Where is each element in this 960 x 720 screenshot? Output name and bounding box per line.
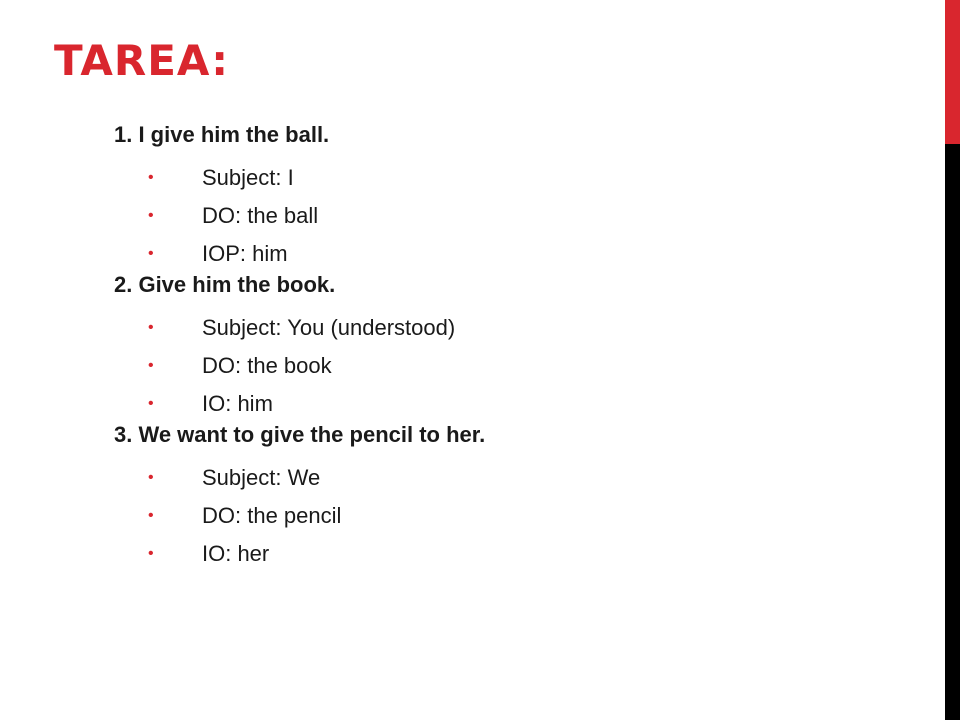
analysis-list [114,159,894,273]
analysis-bullet [114,235,894,273]
exercise-heading: 3. We want to give the pencil to her. [114,422,486,447]
bullet-text: DO: the book [202,353,332,378]
analysis-bullet [114,535,894,573]
analysis-bullet [114,197,894,235]
bullet-icon: • [148,245,154,262]
analysis-bullet [114,385,894,423]
bullet-text: IO: him [202,391,273,416]
bullet-icon: • [148,169,154,186]
bullet-text: Subject: I [202,165,294,190]
bullet-icon: • [148,395,154,412]
bullet-text: Subject: You (understood) [202,315,456,340]
analysis-list [114,309,894,423]
bullet-icon: • [148,207,154,224]
analysis-bullet [114,159,894,197]
right-side-accent [945,0,960,144]
bullet-icon: • [148,357,154,374]
slide-content [114,121,894,573]
exercise-item-2 [114,271,894,423]
exercise-heading: 1. I give him the ball. [114,122,330,147]
exercise-item-1 [114,121,894,273]
bullet-text: IO: her [202,541,270,566]
bullet-text: Subject: We [202,465,321,490]
analysis-list [114,459,894,573]
slide-title: TAREA: [54,36,230,85]
analysis-bullet [114,459,894,497]
bullet-icon: • [148,319,154,336]
bullet-text: DO: the ball [202,203,319,228]
bullet-icon: • [148,469,154,486]
bullet-icon: • [148,545,154,562]
analysis-bullet [114,309,894,347]
exercise-item-3 [114,421,894,573]
bullet-text: IOP: him [202,241,288,266]
analysis-bullet [114,497,894,535]
bullet-icon: • [148,507,154,524]
exercise-heading: 2. Give him the book. [114,272,336,297]
analysis-bullet [114,347,894,385]
bullet-text: DO: the pencil [202,503,342,528]
